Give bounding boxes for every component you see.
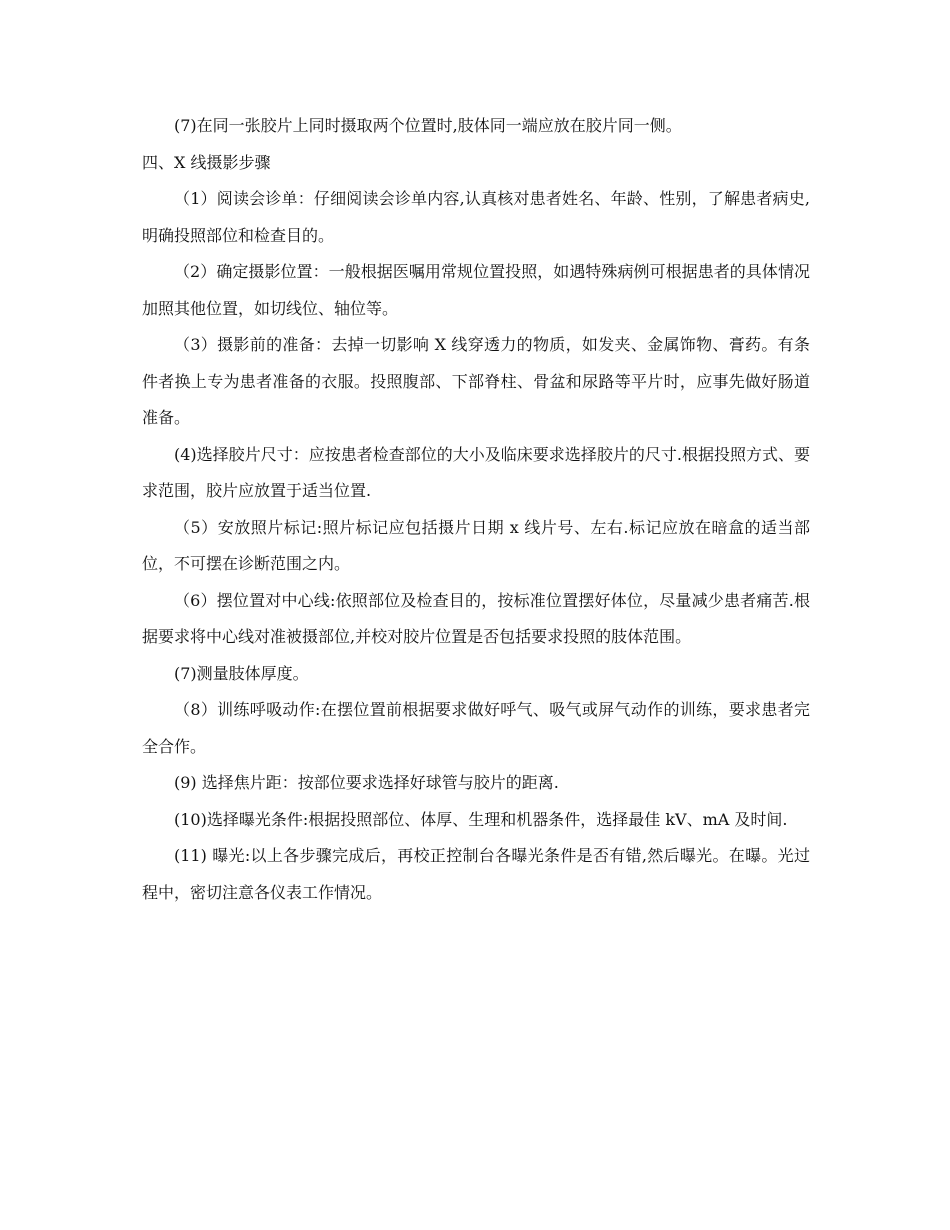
paragraph-step-5: （5）安放照片标记:照片标记应包括摄片日期 x 线片号、左右.标记应放在暗盒的适当部位，不可摆在诊断范围之内。 xyxy=(142,517,810,573)
paragraph-step-10: (10)选择曝光条件:根据投照部位、体厚、生理和机器条件，选择最佳 kV、mA 及时间. xyxy=(174,809,788,829)
paragraph-step-8: （8）训练呼吸动作:在摆位置前根据要求做好呼气、吸气或屏气动作的训练，要求患者完全合作。 xyxy=(142,700,810,756)
paragraph-item-7-same-film: (7)在同一张胶片上同时摄取两个位置时,肢体同一端应放在胶片同一侧。 xyxy=(174,116,682,135)
paragraph-step-4: (4)选择胶片尺寸：应按患者检查部位的大小及临床要求选择胶片的尺寸.根据投照方式、要求范围，胶片应放置于适当位置. xyxy=(142,444,810,500)
paragraph-step-9: (9) 选择焦片距：按部位要求选择好球管与胶片的距离. xyxy=(174,773,559,792)
paragraph-step-1: （1）阅读会诊单：仔细阅读会诊单内容,认真核对患者姓名、年龄、性别，了解患者病史,明确投照部位和检查目的。 xyxy=(142,189,810,245)
paragraph-step-3: （3）摄影前的准备：去掉一切影响 X 线穿透力的物质，如发夹、金属饰物、膏药。有条件者换上专为患者准备的衣服。投照腹部、下部脊柱、骨盆和尿路等平片时，应事先做好肠道准备。 xyxy=(142,335,810,427)
paragraph-step-2: （2）确定摄影位置：一般根据医嘱用常规位置投照，如遇特殊病例可根据患者的具体情况加照其他位置，如切线位、轴位等。 xyxy=(142,262,810,318)
paragraph-step-6: （6）摆位置对中心线:依照部位及检查目的，按标准位置摆好体位，尽量减少患者痛苦.根据要求将中心线对准被摄部位,并校对胶片位置是否包括要求投照的肢体范围。 xyxy=(142,590,810,646)
section-heading-xray-steps: 四、X 线摄影步骤 xyxy=(142,152,271,172)
paragraph-step-7: (7)测量肢体厚度。 xyxy=(174,663,309,683)
document-body xyxy=(142,108,810,911)
paragraph-step-11: (11) 曝光:以上各步骤完成后，再校正控制台各曝光条件是否有错,然后曝光。在曝。光过程中，密切注意各仪表工作情况。 xyxy=(142,846,810,902)
